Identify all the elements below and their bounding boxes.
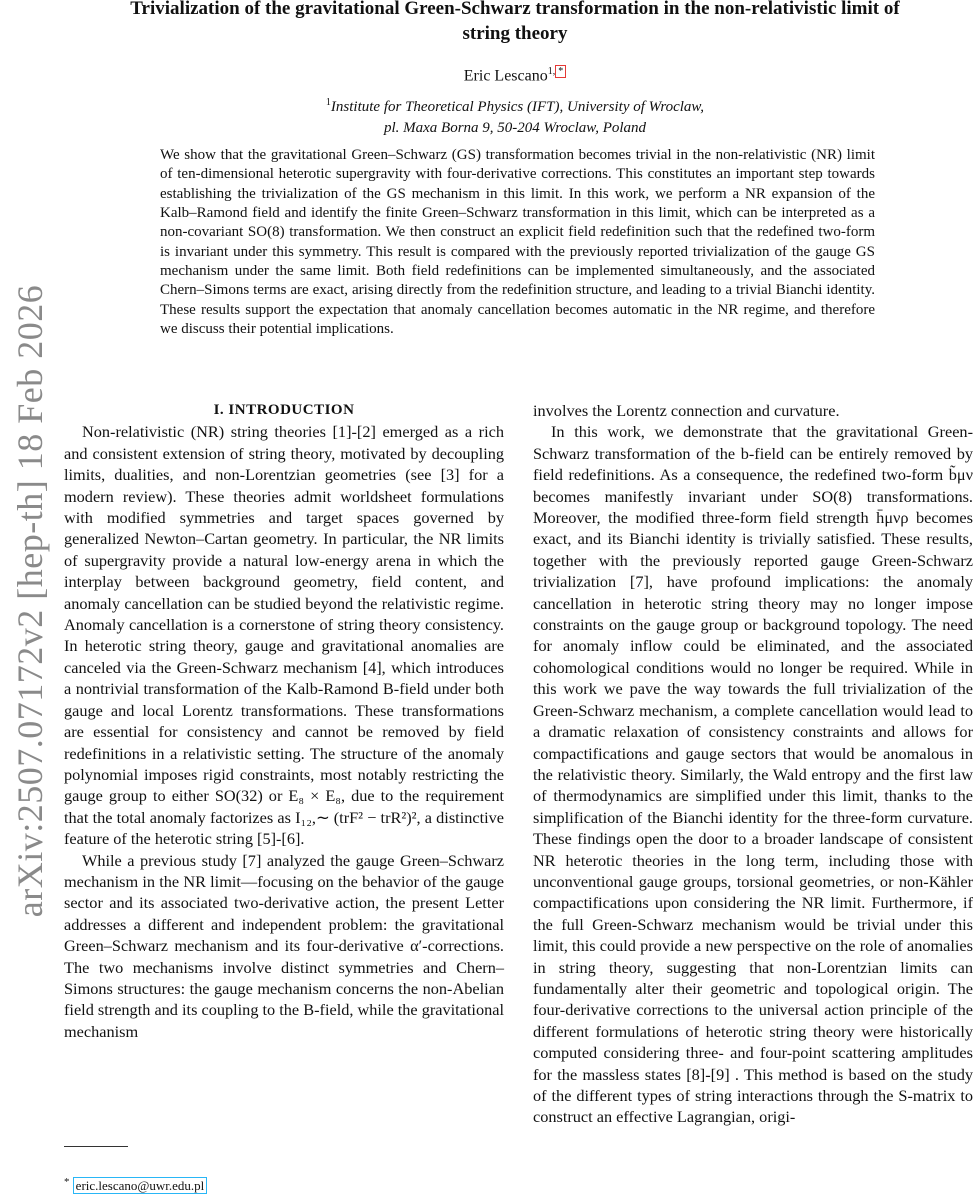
author-footnote-link[interactable]: *	[555, 65, 566, 78]
footnote-rule	[64, 1146, 128, 1147]
section-heading: I. INTRODUCTION	[213, 402, 355, 418]
right-column	[533, 400, 973, 1128]
arxiv-sidebar-stamp	[0, 250, 60, 950]
right-paragraph-2: In this work, we demonstrate that the gravitational Green-Schwarz transformation of the b-field can be entirely removed by field redefinitions. As a consequence, the redefined two-form b̃μν becomes manifestly invariant under SO(8) transformations. Moreover, the modified three-form field strength h̄μνρ becomes exact, and its Bianchi identity is trivially satisfied. These results, together with the previously reported gauge Green-Schwarz trivialization [7], have profound implications: the anomaly cancellation in heterotic string theory may no longer impose constraints on the gauge group or background topology. The need for anomaly inflow could be eliminated, and the associated cohomological conditions would no longer be required. While in this work we pave the way towards the full trivialization of the Green-Schwarz mechanism, a complete cancellation would lead to a dramatic relaxation of consistency constraints and allows for compactifications and gauge sectors that would be anomalous in the relativistic theory. Similarly, the Wald entropy and the first law of thermodynamics are simplified under this limit, thanks to the simplification of the Bianchi identity for the three-form curvature. These findings open the door to a broader landscape of consistent NR heterotic theories in the long term, including those with unconventional gauge groups, torsional geometries, or non-Kähler compactifications upon considering the NR limit. Furthermore, if the full Green-Schwarz mechanism would be trivial under this limit, this could provide a new perspective on the role of anomalies in string theory, suggesting that non-Lorentzian limits can fundamentally alter their geometric and topological origin. The four-derivative corrections to the universal action principle of the different formulations of heterotic string theory were historically computed considering three- and four-point scattering amplitudes for the massless states [8]-[9] . This method is based on the study of the different types of string interactions through the S-matrix to construct an effective Lagrangian, origi-	[533, 422, 973, 1127]
intro-paragraph-2: While a previous study [7] analyzed the gauge Green–Schwarz mechanism in the NR limit—focusing on the behavior of the gauge sector and its associated two-derivative action, the present Letter addresses a different and independent problem: the gravitational Green–Schwarz mechanism and its four-derivative α′-corrections. The two mechanisms involve distinct symmetries and Chern–Simons structures: the gauge mechanism concerns the non-Abelian field strength and its coupling to the B-field, while the gravitational mechanism	[64, 850, 504, 1041]
right-paragraph-continuation: involves the Lorentz connection and curvature.	[533, 401, 840, 420]
footnote	[64, 1176, 207, 1194]
abstract: We show that the gravitational Green–Schwarz (GS) transformation becomes trivial in the non-relativistic (NR) limit of ten-dimensional heterotic supergravity with four-derivative corrections. This constitutes an important step towards establishing the trivialization of the GS mechanism in this limit. In this work, we perform a NR expansion of the Kalb–Ramond field and identify the finite Green–Schwarz transformation in this limit, which can be interpreted as a non-covariant SO(8) transformation. We then construct an explicit field redefinition such that the redefined two-form is invariant under this symmetry. This result is compared with the previously reported trivialization of the gauge GS mechanism under the same limit. Both field redefinitions can be implemented simultaneously, and the associated Chern–Simons terms are exact, arising directly from the redefinition structure, and leading to a trivial Bianchi identity. These results support the expectation that anomaly cancellation becomes automatic in the NR regime, and therefore we discuss their potential implications.	[160, 147, 875, 338]
affiliation-mark: 1	[325, 97, 331, 108]
author-email-link[interactable]: eric.lescano@uwr.edu.pl	[73, 1177, 208, 1194]
footnote-mark: *	[64, 1176, 70, 1188]
affiliation	[110, 92, 920, 139]
paper-title: Trivialization of the gravitational Green-Schwarz transformation in the non-relativistic limit of string theory	[130, 0, 900, 44]
author-name: Eric Lescano	[463, 67, 548, 85]
affiliation-line-1: Institute for Theoretical Physics (IFT), University of Wroclaw,	[330, 99, 705, 115]
affiliation-line-2: pl. Maxa Borna 9, 50-204 Wroclaw, Poland	[383, 120, 647, 136]
author-line	[110, 66, 920, 85]
arxiv-id: arXiv:2507.07172v2 [hep-th] 18 Feb 2026	[10, 284, 50, 918]
author-affil-marks: 1,	[547, 66, 556, 77]
left-column	[64, 400, 504, 1042]
intro-paragraph-1: Non-relativistic (NR) string theories [1]-[2] emerged as a rich and consistent extension of string theory, motivated by decoupling limits, dualities, and non-Lorentzian geometries (see [3] for a modern review). These theories admit worldsheet formulations with modified symmetries and target spaces governed by generalized Newton–Cartan geometry. In particular, the NR limits of supergravity provide a natural low-energy arena in which the interplay between background geometry, field content, and anomaly cancellation can be studied beyond the relativistic regime. Anomaly cancellation is a cornerstone of string theory consistency. In heterotic string theory, gauge and gravitational anomalies are canceled via the Green-Schwarz mechanism [4], which introduces a nontrivial transformation of the Kalb-Ramond B-field under both gauge and local Lorentz transformations. These transformations are essential for consistency and cannot be removed by field redefinitions in a relativistic setting. The structure of the anomaly polynomial imposes rigid constraints, most notably restricting the gauge group to either SO(32) or E₈ × E₈, due to the requirement that the total anomaly factorizes as I₁₂,∼ (trF² − trR²)², a distinctive feature of the heterotic string [5]-[6].	[64, 422, 504, 849]
